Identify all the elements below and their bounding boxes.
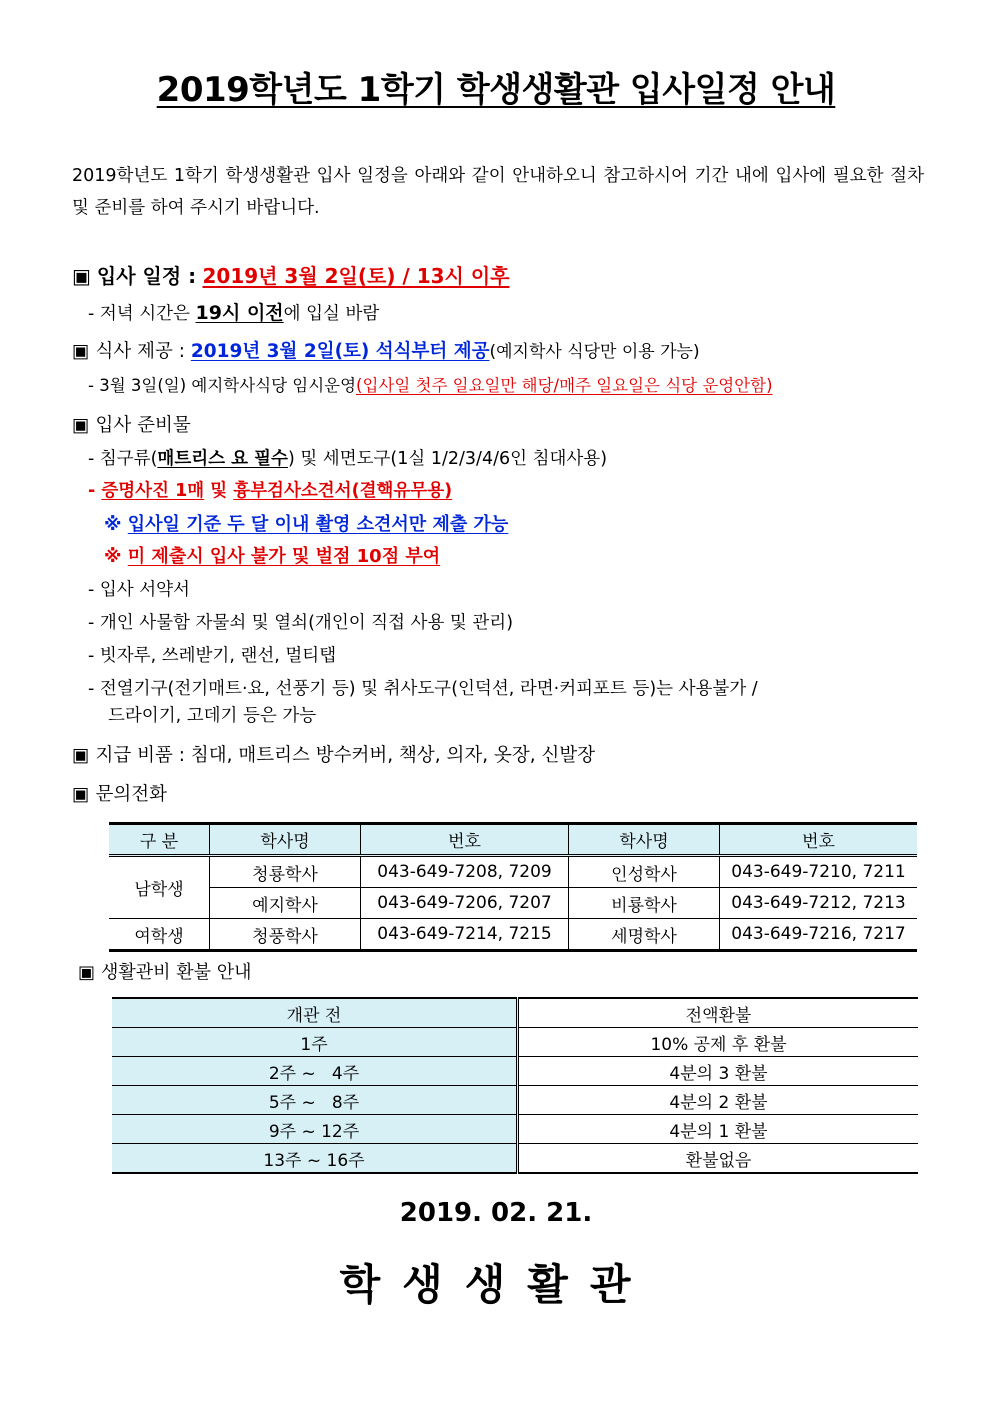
- reference-mark-icon: ※: [104, 514, 122, 535]
- table-row: [109, 856, 917, 888]
- refund-section: [78, 958, 252, 984]
- square-bullet-icon: ▣: [72, 745, 90, 766]
- prep-section: [72, 411, 191, 437]
- phone-number: 043-649-7210, 7211: [720, 856, 918, 888]
- header-category: 구 분: [109, 824, 210, 856]
- page-title: 2019학년도 1학기 학생생활관 입사일정 안내: [156, 70, 836, 110]
- schedule-note: - 저녁 시간은 19시 이전에 입실 바람: [88, 302, 380, 324]
- table-row: [112, 1144, 918, 1174]
- dorm-name: 인성학사: [569, 856, 720, 888]
- table-row: [112, 1086, 918, 1115]
- refund-period: 9주 ~ 12주: [112, 1115, 518, 1144]
- dorm-name: 예지학사: [210, 888, 361, 919]
- schedule-note-emphasis: 19시 이전: [195, 302, 284, 324]
- prep-item-appliances: - 전열기구(전기매트·요, 선풍기 등) 및 취사도구(인덕션, 라면·커피포트 등)는 사용불가 /: [88, 679, 758, 699]
- contact-table: [109, 822, 917, 952]
- prep-item-documents: - 증명사진 1매 및 흉부검사소견서(결핵유무용): [88, 481, 453, 501]
- phone-number: 043-649-7214, 7215: [361, 919, 569, 951]
- dorm-name: 청풍학사: [210, 919, 361, 951]
- issue-date: 2019. 02. 21.: [399, 1198, 593, 1228]
- meal-label: 식사 제공 :: [95, 341, 185, 362]
- meal-value: 2019년 3월 2일(토) 석식부터 제공: [190, 341, 490, 362]
- schedule-label: 입사 일정 :: [96, 264, 197, 288]
- square-bullet-icon: ▣: [72, 341, 90, 362]
- refund-amount: 환불없음: [518, 1144, 919, 1174]
- category-female: 여학생: [109, 919, 210, 951]
- table-row: [112, 998, 918, 1028]
- refund-amount: 10% 공제 후 환불: [518, 1028, 919, 1057]
- organization-name: 학생생활관: [339, 1260, 653, 1309]
- refund-amount: 4분의 1 환불: [518, 1115, 919, 1144]
- table-row: [112, 1057, 918, 1086]
- header-phone: 번호: [720, 824, 918, 856]
- dorm-name: 비룡학사: [569, 888, 720, 919]
- table-header-row: [109, 824, 917, 856]
- refund-table: [112, 997, 918, 1174]
- category-male: 남학생: [109, 856, 210, 919]
- schedule-section: [72, 260, 509, 289]
- refund-amount: 전액환불: [518, 998, 919, 1028]
- meal-paren: (예지학사 식당만 이용 가능): [489, 342, 700, 362]
- meal-note-warning: (입사일 첫주 일요일만 해당/매주 일요일은 식당 운영안함): [356, 376, 773, 395]
- intro-paragraph: 2019학년도 1학기 학생생활관 입사 일정을 아래와 같이 안내하오니 참고하시어 기간 내에 입사에 필요한 절차 및 준비를 하여 주시기 바랍니다.: [72, 166, 924, 218]
- prep-label: 입사 준비물: [95, 415, 191, 436]
- refund-period: 13주 ~ 16주: [112, 1144, 518, 1174]
- prep-item-bedding: - 침구류(매트리스 요 필수) 및 세면도구(1실 1/2/3/4/6인 침대사용): [88, 449, 608, 469]
- refund-period: 개관 전: [112, 998, 518, 1028]
- table-row: [109, 888, 917, 919]
- refund-period: 5주 ~ 8주: [112, 1086, 518, 1115]
- supply-section: [72, 741, 595, 767]
- phone-number: 043-649-7208, 7209: [361, 856, 569, 888]
- schedule-value: 2019년 3월 2일(토) / 13시 이후: [202, 264, 510, 288]
- phone-number: 043-649-7216, 7217: [720, 919, 918, 951]
- table-row: [112, 1115, 918, 1144]
- refund-amount: 4분의 2 환불: [518, 1086, 919, 1115]
- prep-item-lock: - 개인 사물함 자물쇠 및 열쇠(개인이 직접 사용 및 관리): [88, 613, 514, 633]
- reference-mark-icon: ※: [104, 546, 122, 567]
- square-bullet-icon: ▣: [72, 784, 90, 805]
- dorm-name: 청룡학사: [210, 856, 361, 888]
- contact-label: 문의전화: [95, 784, 167, 805]
- refund-label: 생활관비 환불 안내: [101, 962, 252, 983]
- header-dorm: 학사명: [569, 824, 720, 856]
- prep-note-penalty: ※ 미 제출시 입사 불가 및 벌점 10점 부여: [104, 546, 441, 567]
- table-row: [112, 1028, 918, 1057]
- prep-item-cleaning: - 빗자루, 쓰레받기, 랜선, 멀티탭: [88, 646, 337, 666]
- dorm-name: 세명학사: [569, 919, 720, 951]
- header-phone: 번호: [361, 824, 569, 856]
- prep-item-pledge: - 입사 서약서: [88, 580, 190, 600]
- square-bullet-icon: ▣: [78, 962, 96, 983]
- table-row: [109, 919, 917, 951]
- phone-number: 043-649-7212, 7213: [720, 888, 918, 919]
- phone-number: 043-649-7206, 7207: [361, 888, 569, 919]
- refund-period: 2주 ~ 4주: [112, 1057, 518, 1086]
- contact-section: [72, 780, 167, 806]
- meal-section: [72, 337, 700, 363]
- square-bullet-icon: ▣: [72, 264, 91, 288]
- prep-item-appliances-cont: 드라이기, 고데기 등은 가능: [108, 706, 317, 726]
- refund-amount: 4분의 3 환불: [518, 1057, 919, 1086]
- prep-note-photo: ※ 입사일 기준 두 달 이내 촬영 소견서만 제출 가능: [104, 514, 509, 535]
- refund-period: 1주: [112, 1028, 518, 1057]
- square-bullet-icon: ▣: [72, 415, 90, 436]
- supply-text: 지급 비품 : 침대, 매트리스 방수커버, 책상, 의자, 옷장, 신발장: [95, 745, 596, 766]
- header-dorm: 학사명: [210, 824, 361, 856]
- meal-note: - 3월 3일(일) 예지학사식당 임시운영(입사일 첫주 일요일만 해당/매주 일요일은 식당 운영안함): [88, 376, 773, 395]
